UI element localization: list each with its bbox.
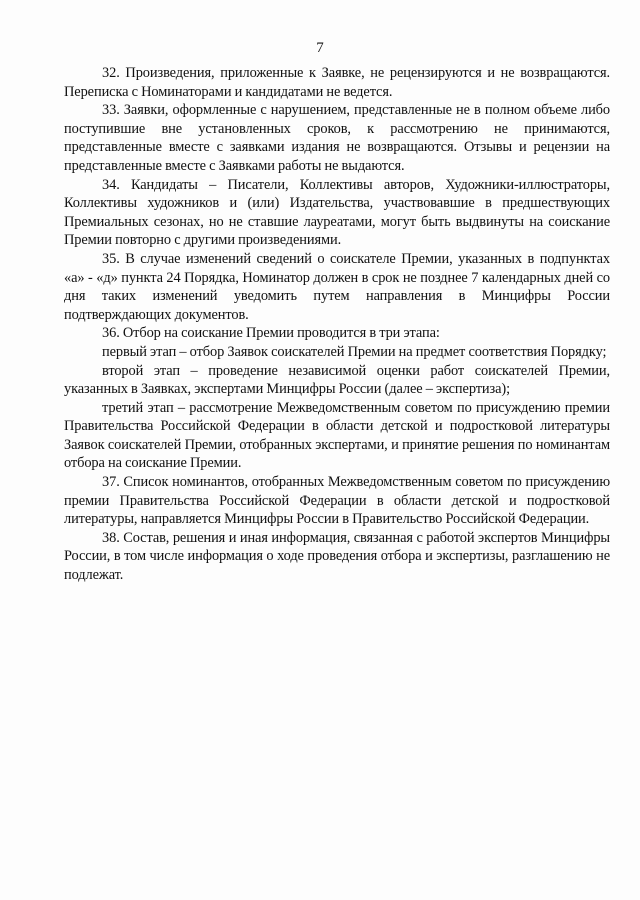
page-number: 7: [316, 40, 324, 56]
paragraph-36-stage-3: третий этап – рассмотрение Межведомственным советом по присуждению премии Правительства Российской Федерации в области детской и подростковой литературы Заявок соискателей Премии, отобранных экспертами, и принятие решения по номинантам отбора на соискание Премии.: [64, 399, 610, 472]
paragraph-38: 38. Состав, решения и иная информация, связанная с работой экспертов Минцифры России, в том числе информация о ходе проведения отбора и экспертизы, разглашению не подлежат.: [64, 529, 610, 584]
paragraph-37: 37. Список номинантов, отобранных Межведомственным советом по присуждению премии Правительства Российской Федерации в области детской и подростковой литературы, направляется Минцифры России в Правительство Российской Федерации.: [64, 474, 610, 528]
paragraph-36: 36. Отбор на соискание Премии проводится в три этапа:: [102, 325, 440, 342]
paragraph-36-stage-2: второй этап – проведение независимой оценки работ соискателей Премии, указанных в Заявках, экспертами Минцифры России (далее – экспертиза);: [64, 362, 610, 398]
paragraph-36-stage-1: первый этап – отбор Заявок соискателей Премии на предмет соответствия Порядку;: [102, 343, 607, 360]
paragraph-35: 35. В случае изменений сведений о соискателе Премии, указанных в подпунктах «а» - «д» пункта 24 Порядка, Номинатор должен в срок не позднее 7 календарных дней со дня таких изменений уведомить путем направления в Минцифры России подтверждающих документов.: [64, 250, 610, 323]
paragraph-32: 32. Произведения, приложенные к Заявке, не рецензируются и не возвращаются. Переписка с Номинаторами и кандидатами не ведется.: [64, 65, 610, 100]
document-body: [64, 64, 610, 585]
paragraph-33: 33. Заявки, оформленные с нарушением, представленные не в полном объеме либо поступившие вне установленных сроков, к рассмотрению не принимаются, представленные вместе с заявками издания не возвращаются. Отзывы и рецензии на представленные вместе с Заявками работы не выдаются.: [64, 102, 610, 174]
paragraph-34: 34. Кандидаты – Писатели, Коллективы авторов, Художники-иллюстраторы, Коллективы художников и (или) Издательства, участвовавшие в предшествующих Премиальных сезонах, но не ставшие лауреатами, могут быть выдвинуты на соискание Премии повторно с другими произведениями.: [64, 176, 610, 249]
